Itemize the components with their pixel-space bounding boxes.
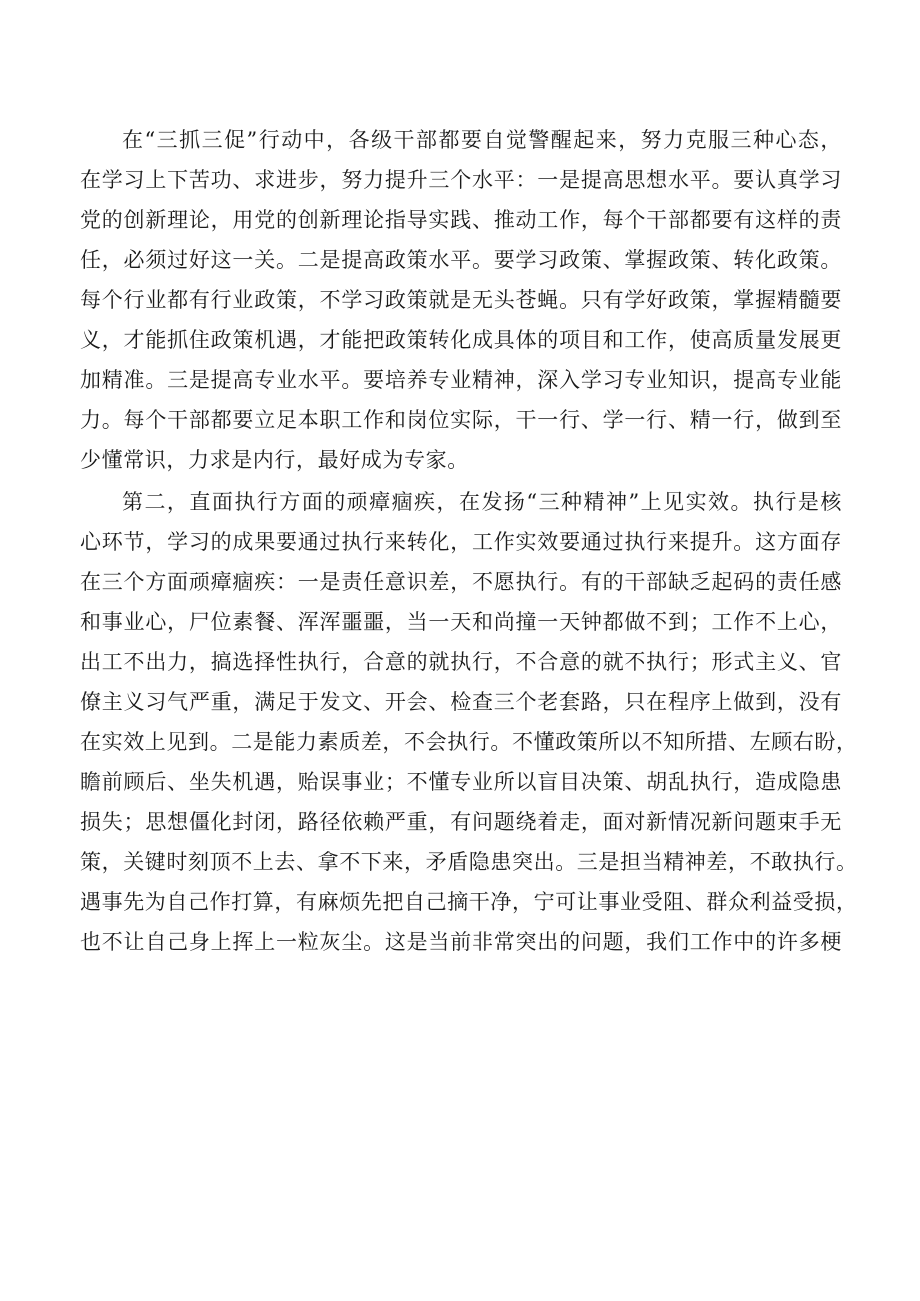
paragraph-line: 在实效上见到。二是能力素质差，不会执行。不懂政策所以不知所措、左顾右盼， — [80, 730, 858, 754]
paragraph-line: 损失；思想僵化封闭，路径依赖严重，有问题绕着走，面对新情况新问题束手无 — [80, 810, 842, 834]
paragraph-line: 力。每个干部都要立足本职工作和岗位实际，干一行、学一行、精一行，做到至 — [80, 408, 842, 432]
paragraph-line: 遇事先为自己作打算，有麻烦先把自己摘干净，宁可让事业受阻、群众利益受损， — [80, 890, 858, 914]
paragraph-1 — [80, 120, 842, 480]
paragraph-line: 僚主义习气严重，满足于发文、开会、检查三个老套路，只在程序上做到，没有 — [80, 690, 842, 714]
paragraph-line: 加精准。三是提高专业水平。要培养专业精神，深入学习专业知识，提高专业能 — [80, 368, 842, 392]
paragraph-line: 心环节，学习的成果要通过执行来转化，工作实效要通过执行来提升。这方面存 — [80, 530, 842, 554]
document-body — [80, 120, 858, 962]
paragraph-line: 在三个方面顽瘴痼疾：一是责任意识差，不愿执行。有的干部缺乏起码的责任感 — [80, 570, 842, 594]
paragraph-line: 少懂常识，力求是内行，最好成为专家。 — [80, 448, 469, 472]
paragraph-2 — [80, 482, 858, 962]
paragraph-line: 第二，直面执行方面的顽瘴痼疾，在发扬“三种精神”上见实效。执行是核 — [122, 490, 842, 514]
paragraph-line: 在学习上下苦功、求进步，努力提升三个水平：一是提高思想水平。要认真学习 — [80, 168, 842, 192]
paragraph-line: 义，才能抓住政策机遇，才能把政策转化成具体的项目和工作，使高质量发展更 — [80, 328, 842, 352]
paragraph-line: 出工不出力，搞选择性执行，合意的就执行，不合意的就不执行；形式主义、官 — [80, 650, 842, 674]
paragraph-line: 任，必须过好这一关。二是提高政策水平。要学习政策、掌握政策、转化政策。 — [80, 248, 842, 272]
paragraph-line: 每个行业都有行业政策，不学习政策就是无头苍蝇。只有学好政策，掌握精髓要 — [80, 288, 842, 312]
paragraph-line: 也不让自己身上挥上一粒灰尘。这是当前非常突出的问题，我们工作中的许多梗 — [80, 930, 842, 954]
paragraph-line: 和事业心，尸位素餐、浑浑噩噩，当一天和尚撞一天钟都做不到；工作不上心， — [80, 610, 842, 634]
paragraph-line: 在“三抓三促”行动中，各级干部都要自觉警醒起来，努力克服三种心态， — [122, 128, 842, 152]
paragraph-line: 瞻前顾后、坐失机遇，贻误事业；不懂专业所以盲目决策、胡乱执行，造成隐患 — [80, 770, 842, 794]
paragraph-line: 党的创新理论，用党的创新理论指导实践、推动工作，每个干部都要有这样的责 — [80, 208, 842, 232]
paragraph-line: 策，关键时刻顶不上去、拿不下来，矛盾隐患突出。三是担当精神差，不敢执行。 — [80, 850, 858, 874]
